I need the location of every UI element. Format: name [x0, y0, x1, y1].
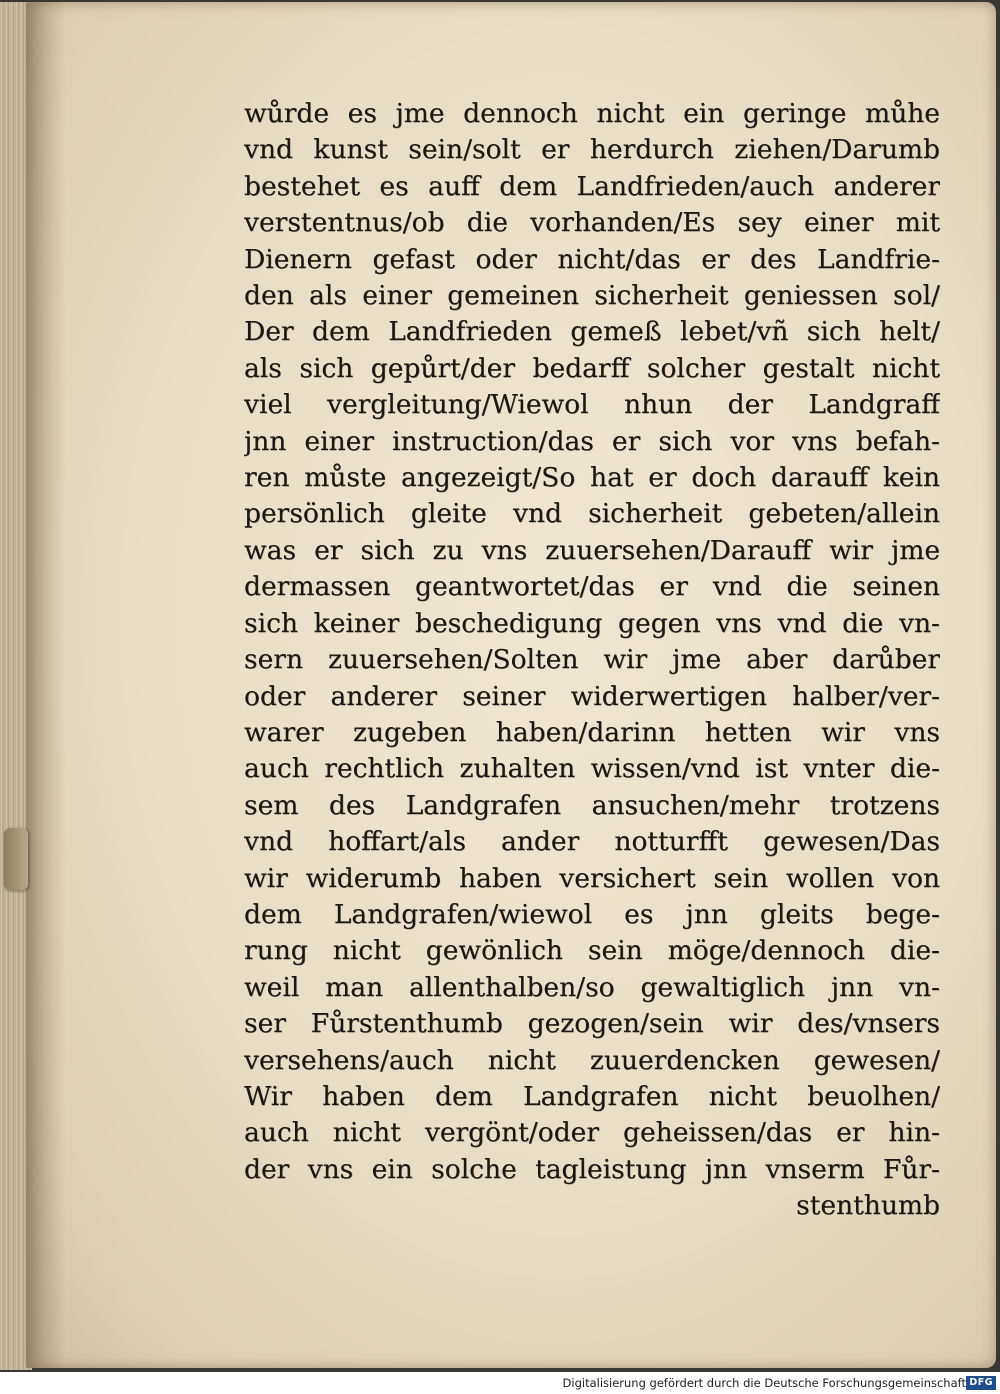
- catchword: stenthumb: [796, 1190, 940, 1222]
- text-line: wir widerumb haben versichert sein wollen von: [244, 862, 940, 894]
- text-line: rung nicht gewönlich sein möge/dennoch die-: [244, 935, 940, 967]
- text-line: persönlich gleite vnd sicherheit gebeten/allein: [244, 498, 940, 530]
- footer-bar: [0, 1372, 1000, 1394]
- text-line: weil man allenthalben/so gewaltiglich jnn vn-: [244, 971, 940, 1003]
- text-line: wůrde es jme dennoch nicht ein geringe můhe: [244, 98, 940, 129]
- text-line: Wir haben dem Landgrafen nicht beuolhen/: [244, 1080, 940, 1112]
- funding-notice: Digitalisierung gefördert durch die Deutsche Forschungsgemeinschaft: [562, 1376, 966, 1390]
- text-line: ser Fůrstenthumb gezogen/sein wir des/vnsers: [244, 1008, 940, 1040]
- text-line: versehens/auch nicht zuuerdencken gewesen/: [244, 1044, 940, 1076]
- text-line: Dienern gefast oder nicht/das er des Landfrie-: [244, 243, 940, 275]
- text-line: Der dem Landfrieden gemeß lebet/vñ sich helt/: [244, 316, 940, 348]
- text-line: was er sich zu vns zuuersehen/Darauff wir jme: [244, 534, 940, 566]
- page-text-block: [244, 96, 940, 1225]
- text-line: bestehet es auff dem Landfrieden/auch anderer: [244, 170, 940, 202]
- text-line: warer zugeben haben/darinn hetten wir vns: [244, 716, 940, 748]
- text-line: dem Landgrafen/wiewol es jnn gleits bege-: [244, 898, 940, 930]
- text-line: der vns ein solche tagleistung jnn vnserm Fůr-: [244, 1153, 940, 1185]
- text-line: sern zuuersehen/Solten wir jme aber darůber: [244, 644, 940, 676]
- text-line: sich keiner beschedigung gegen vns vnd die vn-: [244, 607, 940, 639]
- text-line: viel vergleitung/Wiewol nhun der Landgraff: [244, 389, 940, 421]
- text-line: verstentnus/ob die vorhanden/Es sey einer mit: [244, 207, 940, 239]
- clasp-tab: [4, 828, 28, 890]
- text-line: ren můste angezeigt/So hat er doch darauff kein: [244, 462, 940, 494]
- text-line: auch rechtlich zuhalten wissen/vnd ist vnter die-: [244, 753, 940, 785]
- text-line: sem des Landgrafen ansuchen/mehr trotzens: [244, 789, 940, 821]
- gutter-shadow: [26, 2, 66, 1368]
- text-line: vnd hoffart/als ander notturfft gewesen/Das: [244, 826, 940, 858]
- dfg-logo: DFG: [966, 1376, 996, 1390]
- text-line: vnd kunst sein/solt er herdurch ziehen/Darumb: [244, 134, 940, 166]
- text-line: oder anderer seiner widerwertigen halber/ver-: [244, 680, 940, 712]
- text-line: als sich gepůrt/der bedarff solcher gestalt nicht: [244, 352, 940, 384]
- text-line: den als einer gemeinen sicherheit geniessen sol/: [244, 280, 940, 312]
- text-line: auch nicht vergönt/oder geheissen/das er hin-: [244, 1117, 940, 1149]
- text-line: jnn einer instruction/das er sich vor vns befah-: [244, 425, 940, 457]
- text-line: dermassen geantwortet/das er vnd die seinen: [244, 571, 940, 603]
